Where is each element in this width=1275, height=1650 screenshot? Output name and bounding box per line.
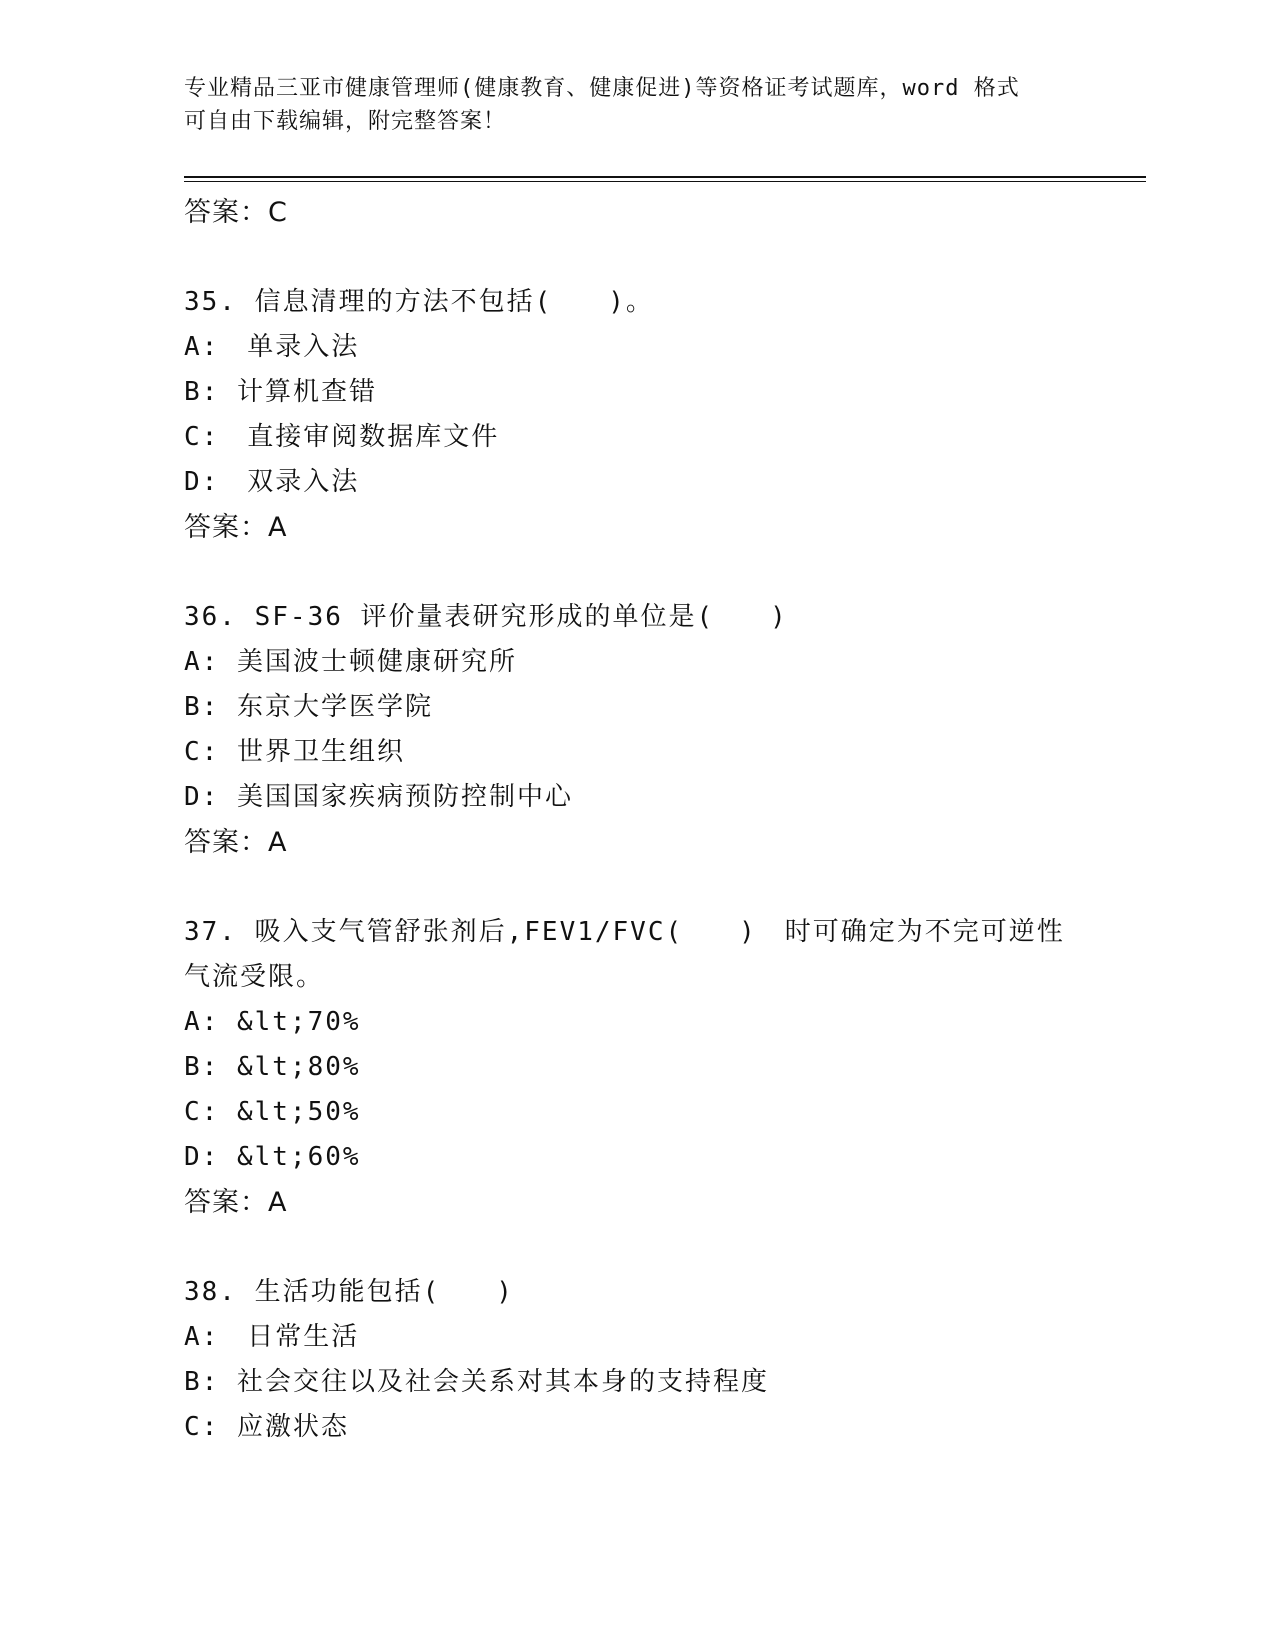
option-d: D: &lt;60% (184, 1142, 361, 1172)
option-b: B: 社会交往以及社会关系对其本身的支持程度 (184, 1367, 769, 1397)
option-d: D: 美国国家疾病预防控制中心 (184, 782, 573, 812)
option-c: C: &lt;50% (184, 1097, 361, 1127)
question-37 (184, 910, 1084, 1225)
option-b: B: 计算机查错 (184, 377, 377, 407)
option-a: A: &lt;70% (184, 1007, 361, 1037)
option-c: C: 世界卫生组织 (184, 737, 405, 767)
header-line-2: 可自由下载编辑，附完整答案！ (184, 109, 507, 134)
option-a: A: 日常生活 (184, 1322, 360, 1352)
answer: 答案：A (184, 1187, 288, 1218)
option-c: C: 应激状态 (184, 1412, 349, 1442)
question-36 (184, 595, 1084, 865)
option-c: C: 直接审阅数据库文件 (184, 422, 500, 452)
answer: 答案：A (184, 827, 288, 858)
question-stem-line-1: 37. 吸入支气管舒张剂后,FEV1/FVC( ) 时可确定为不完可逆性 (184, 917, 1065, 947)
header-rule-thick (184, 176, 1146, 178)
question-stem-line-2: 气流受限。 (184, 962, 325, 992)
question-list (184, 190, 1084, 1450)
question-stem: 38. 生活功能包括( ) (184, 1277, 514, 1307)
question-35 (184, 280, 1084, 550)
previous-answer: 答案：C (184, 197, 288, 228)
question-38 (184, 1270, 1084, 1450)
document-header (184, 72, 1064, 138)
header-line-1: 专业精品三亚市健康管理师(健康教育、健康促进)等资格证考试题库，word 格式 (184, 76, 1020, 101)
header-rule-thin (184, 181, 1146, 182)
question-stem: 35. 信息清理的方法不包括( )。 (184, 287, 654, 317)
option-b: B: &lt;80% (184, 1052, 361, 1082)
answer: 答案：A (184, 512, 288, 543)
option-b: B: 东京大学医学院 (184, 692, 433, 722)
question-stem: 36. SF-36 评价量表研究形成的单位是( ) (184, 602, 788, 632)
option-a: A: 美国波士顿健康研究所 (184, 647, 517, 677)
option-d: D: 双录入法 (184, 467, 360, 497)
option-a: A: 单录入法 (184, 332, 360, 362)
